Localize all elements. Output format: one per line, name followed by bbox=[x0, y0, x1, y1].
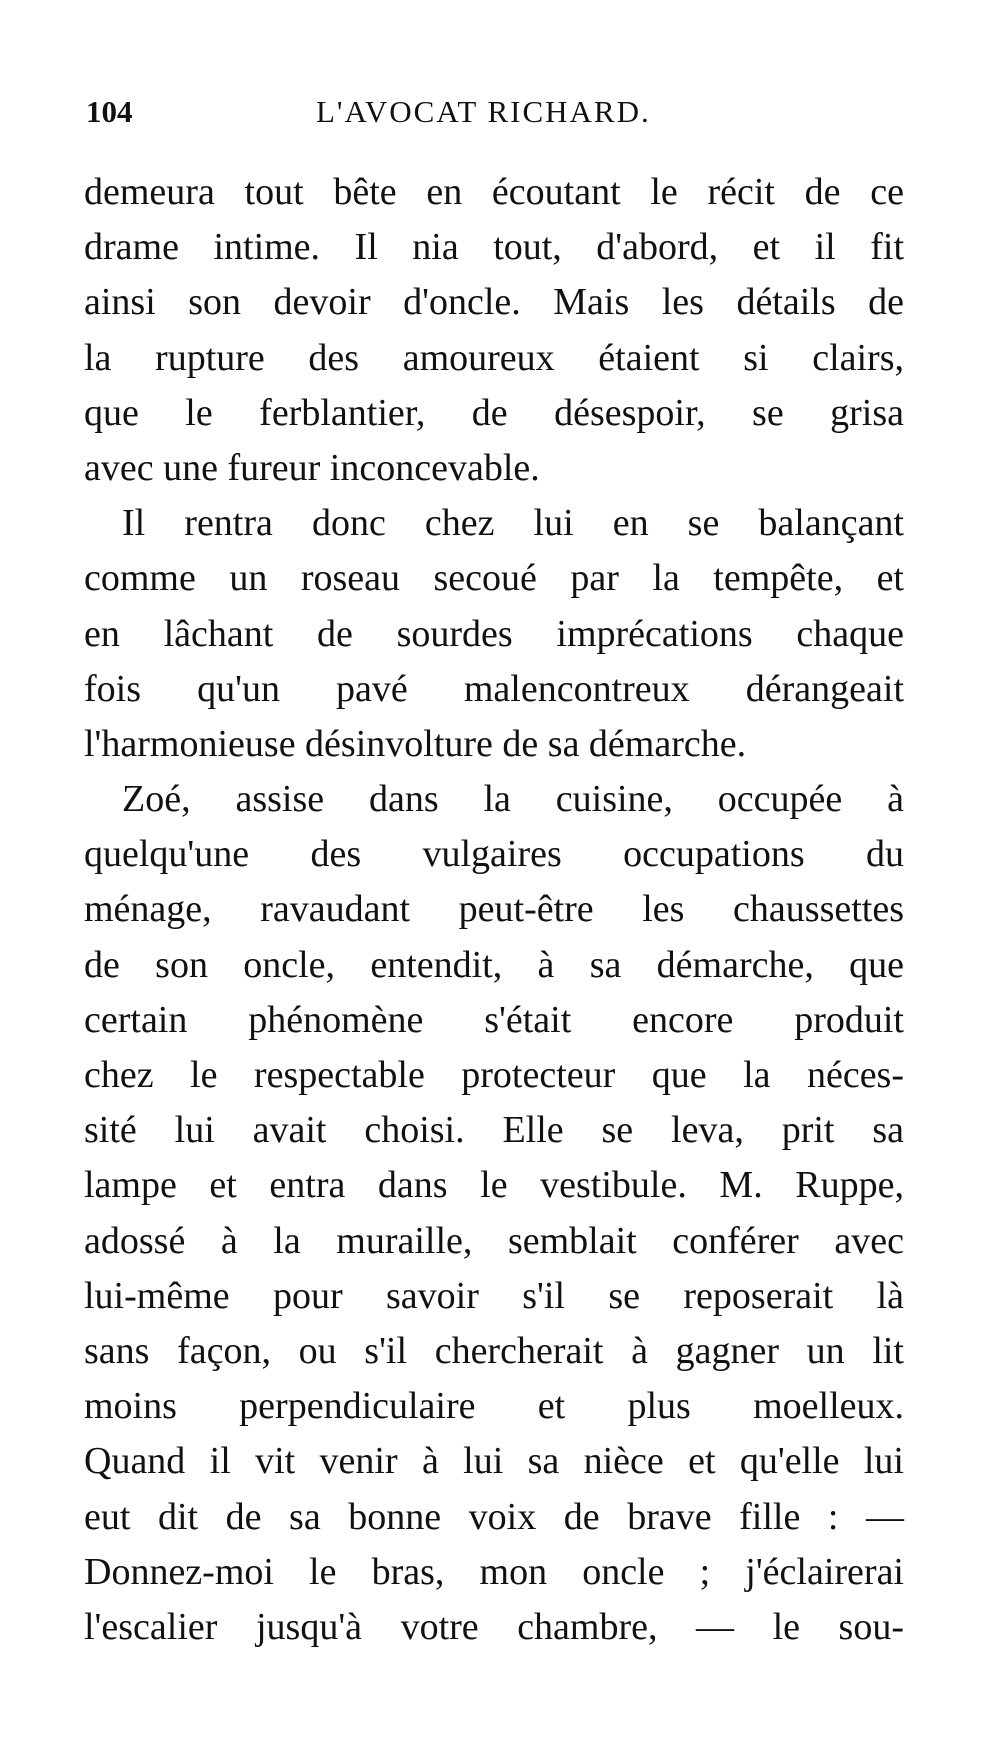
text-line: lampe et entra dans le vestibule. M. Ruppe, bbox=[84, 1164, 904, 1207]
running-title: L'AVOCAT RICHARD. bbox=[316, 94, 651, 129]
text-line: de son oncle, entendit, à sa démarche, que bbox=[84, 943, 904, 986]
text-line: ménage, ravaudant peut-être les chaussettes bbox=[84, 888, 904, 931]
text-line: Quand il vit venir à lui sa nièce et qu'elle lui bbox=[84, 1440, 904, 1483]
text-line: demeura tout bête en écoutant le récit de ce bbox=[84, 171, 904, 213]
text-line: sans façon, ou s'il chercherait à gagner un lit bbox=[84, 1329, 904, 1372]
body-text bbox=[84, 165, 904, 1655]
text-line: fois qu'un pavé malencontreux dérangeait bbox=[84, 667, 904, 710]
text-line: que le ferblantier, de désespoir, se grisa bbox=[84, 391, 904, 434]
text-line: quelqu'une des vulgaires occupations du bbox=[84, 833, 904, 876]
text-line: comme un roseau secoué par la tempête, et bbox=[84, 557, 904, 600]
text-line: certain phénomène s'était encore produit bbox=[84, 998, 904, 1041]
text-line: Donnez-moi le bras, mon oncle ; j'éclairerai bbox=[84, 1550, 904, 1593]
text-line: adossé à la muraille, semblait conférer avec bbox=[84, 1219, 904, 1262]
text-line: l'harmonieuse désinvolture de sa démarche. bbox=[84, 722, 747, 765]
text-line: lui-même pour savoir s'il se reposerait là bbox=[84, 1274, 904, 1317]
text-line: eut dit de sa bonne voix de brave fille : — bbox=[84, 1495, 904, 1538]
text-line: Zoé, assise dans la cuisine, occupée à bbox=[122, 778, 904, 821]
page-number: 104 bbox=[86, 94, 133, 129]
text-line: moins perpendiculaire et plus moelleux. bbox=[84, 1385, 904, 1428]
text-line: en lâchant de sourdes imprécations chaque bbox=[84, 612, 904, 655]
text-line: Il rentra donc chez lui en se balançant bbox=[122, 502, 904, 545]
text-line: drame intime. Il nia tout, d'abord, et il fit bbox=[84, 226, 904, 269]
text-line: la rupture des amoureux étaient si clairs, bbox=[84, 336, 904, 379]
text-line: l'escalier jusqu'à votre chambre, — le sou- bbox=[84, 1605, 904, 1648]
text-line: ainsi son devoir d'oncle. Mais les détails de bbox=[84, 281, 904, 324]
text-line: chez le respectable protecteur que la néces- bbox=[84, 1054, 904, 1096]
running-head bbox=[86, 92, 686, 132]
text-line: avec une fureur inconcevable. bbox=[84, 446, 540, 489]
text-line: sité lui avait choisi. Elle se leva, prit sa bbox=[84, 1109, 904, 1152]
